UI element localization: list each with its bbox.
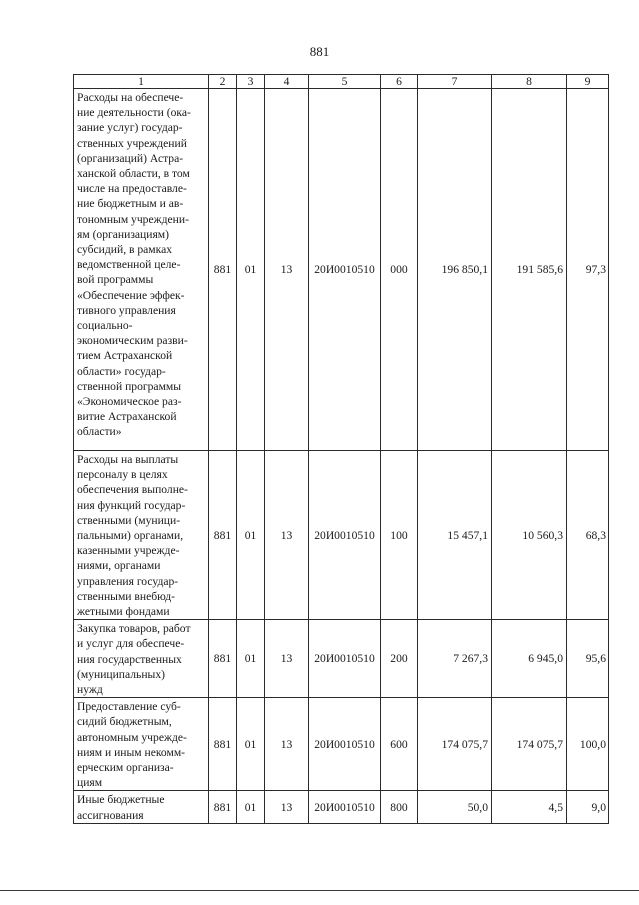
percent-cell: 97,3 <box>567 89 609 451</box>
header-cell: 1 <box>74 75 209 89</box>
table-row <box>74 698 609 791</box>
planned-amount-cell: 7 267,3 <box>418 620 492 698</box>
header-cell: 2 <box>209 75 237 89</box>
executed-amount-cell: 6 945,0 <box>492 620 567 698</box>
expense-type-cell: 000 <box>381 89 418 451</box>
expense-name-cell: Предоставление суб- сидий бюджетным, автономным учрежде- ниям и иным некомм- ерческим организа- циям <box>74 698 209 791</box>
budget-table <box>73 74 609 824</box>
expense-type-cell: 800 <box>381 791 418 824</box>
expense-name-cell: Расходы на выплаты персоналу в целях обеспечения выполне- ния функций государ- ственными (муници- пальными) органами, казенными учрежде- ниями, органами управления государ- ственными внебюд- жетными фондами <box>74 451 209 620</box>
target-article-cell: 20И0010510 <box>309 620 381 698</box>
header-cell: 3 <box>237 75 265 89</box>
target-article-cell: 20И0010510 <box>309 791 381 824</box>
expense-name-cell: Расходы на обеспече- ние деятельности (ока- зание услуг) государ- ственных учреждений (организаций) Астра- ханской области, в том числе на предоставле- ние бюджетным и ав- тономным учреждени- ям (организациям) субсидий, в рамках ведомственной целе- вой программы «Обеспечение эффек- тивного управления социально- экономическим разви- тием Астраханской области» государ- ственной программы «Экономическое раз- витие Астраханской области» <box>74 89 209 451</box>
header-cell: 6 <box>381 75 418 89</box>
section-cell: 01 <box>237 698 265 791</box>
header-cell: 7 <box>418 75 492 89</box>
table-row <box>74 791 609 824</box>
planned-amount-cell: 196 850,1 <box>418 89 492 451</box>
planned-amount-cell: 174 075,7 <box>418 698 492 791</box>
target-article-cell: 20И0010510 <box>309 89 381 451</box>
executed-amount-cell: 4,5 <box>492 791 567 824</box>
executed-amount-cell: 191 585,6 <box>492 89 567 451</box>
expense-name-cell: Иные бюджетные ассигнования <box>74 791 209 824</box>
percent-cell: 100,0 <box>567 698 609 791</box>
executed-amount-cell: 10 560,3 <box>492 451 567 620</box>
page-number: 881 <box>309 44 330 59</box>
subsection-cell: 13 <box>265 451 309 620</box>
expense-name-cell: Закупка товаров, работ и услуг для обеспече- ния государственных (муниципальных) нужд <box>74 620 209 698</box>
executed-amount-cell: 174 075,7 <box>492 698 567 791</box>
target-article-cell: 20И0010510 <box>309 451 381 620</box>
code-cell: 881 <box>209 451 237 620</box>
percent-cell: 95,6 <box>567 620 609 698</box>
table-header-row <box>74 75 609 89</box>
header-cell: 9 <box>567 75 609 89</box>
subsection-cell: 13 <box>265 791 309 824</box>
code-cell: 881 <box>209 620 237 698</box>
planned-amount-cell: 50,0 <box>418 791 492 824</box>
section-cell: 01 <box>237 620 265 698</box>
bottom-divider <box>0 890 639 891</box>
expense-type-cell: 100 <box>381 451 418 620</box>
section-cell: 01 <box>237 451 265 620</box>
header-cell: 5 <box>309 75 381 89</box>
planned-amount-cell: 15 457,1 <box>418 451 492 620</box>
subsection-cell: 13 <box>265 698 309 791</box>
subsection-cell: 13 <box>265 89 309 451</box>
code-cell: 881 <box>209 89 237 451</box>
expense-type-cell: 600 <box>381 698 418 791</box>
expense-type-cell: 200 <box>381 620 418 698</box>
subsection-cell: 13 <box>265 620 309 698</box>
table-row <box>74 620 609 698</box>
code-cell: 881 <box>209 791 237 824</box>
percent-cell: 68,3 <box>567 451 609 620</box>
section-cell: 01 <box>237 89 265 451</box>
header-cell: 8 <box>492 75 567 89</box>
table-row <box>74 89 609 451</box>
code-cell: 881 <box>209 698 237 791</box>
table-row <box>74 451 609 620</box>
section-cell: 01 <box>237 791 265 824</box>
target-article-cell: 20И0010510 <box>309 698 381 791</box>
percent-cell: 9,0 <box>567 791 609 824</box>
header-cell: 4 <box>265 75 309 89</box>
